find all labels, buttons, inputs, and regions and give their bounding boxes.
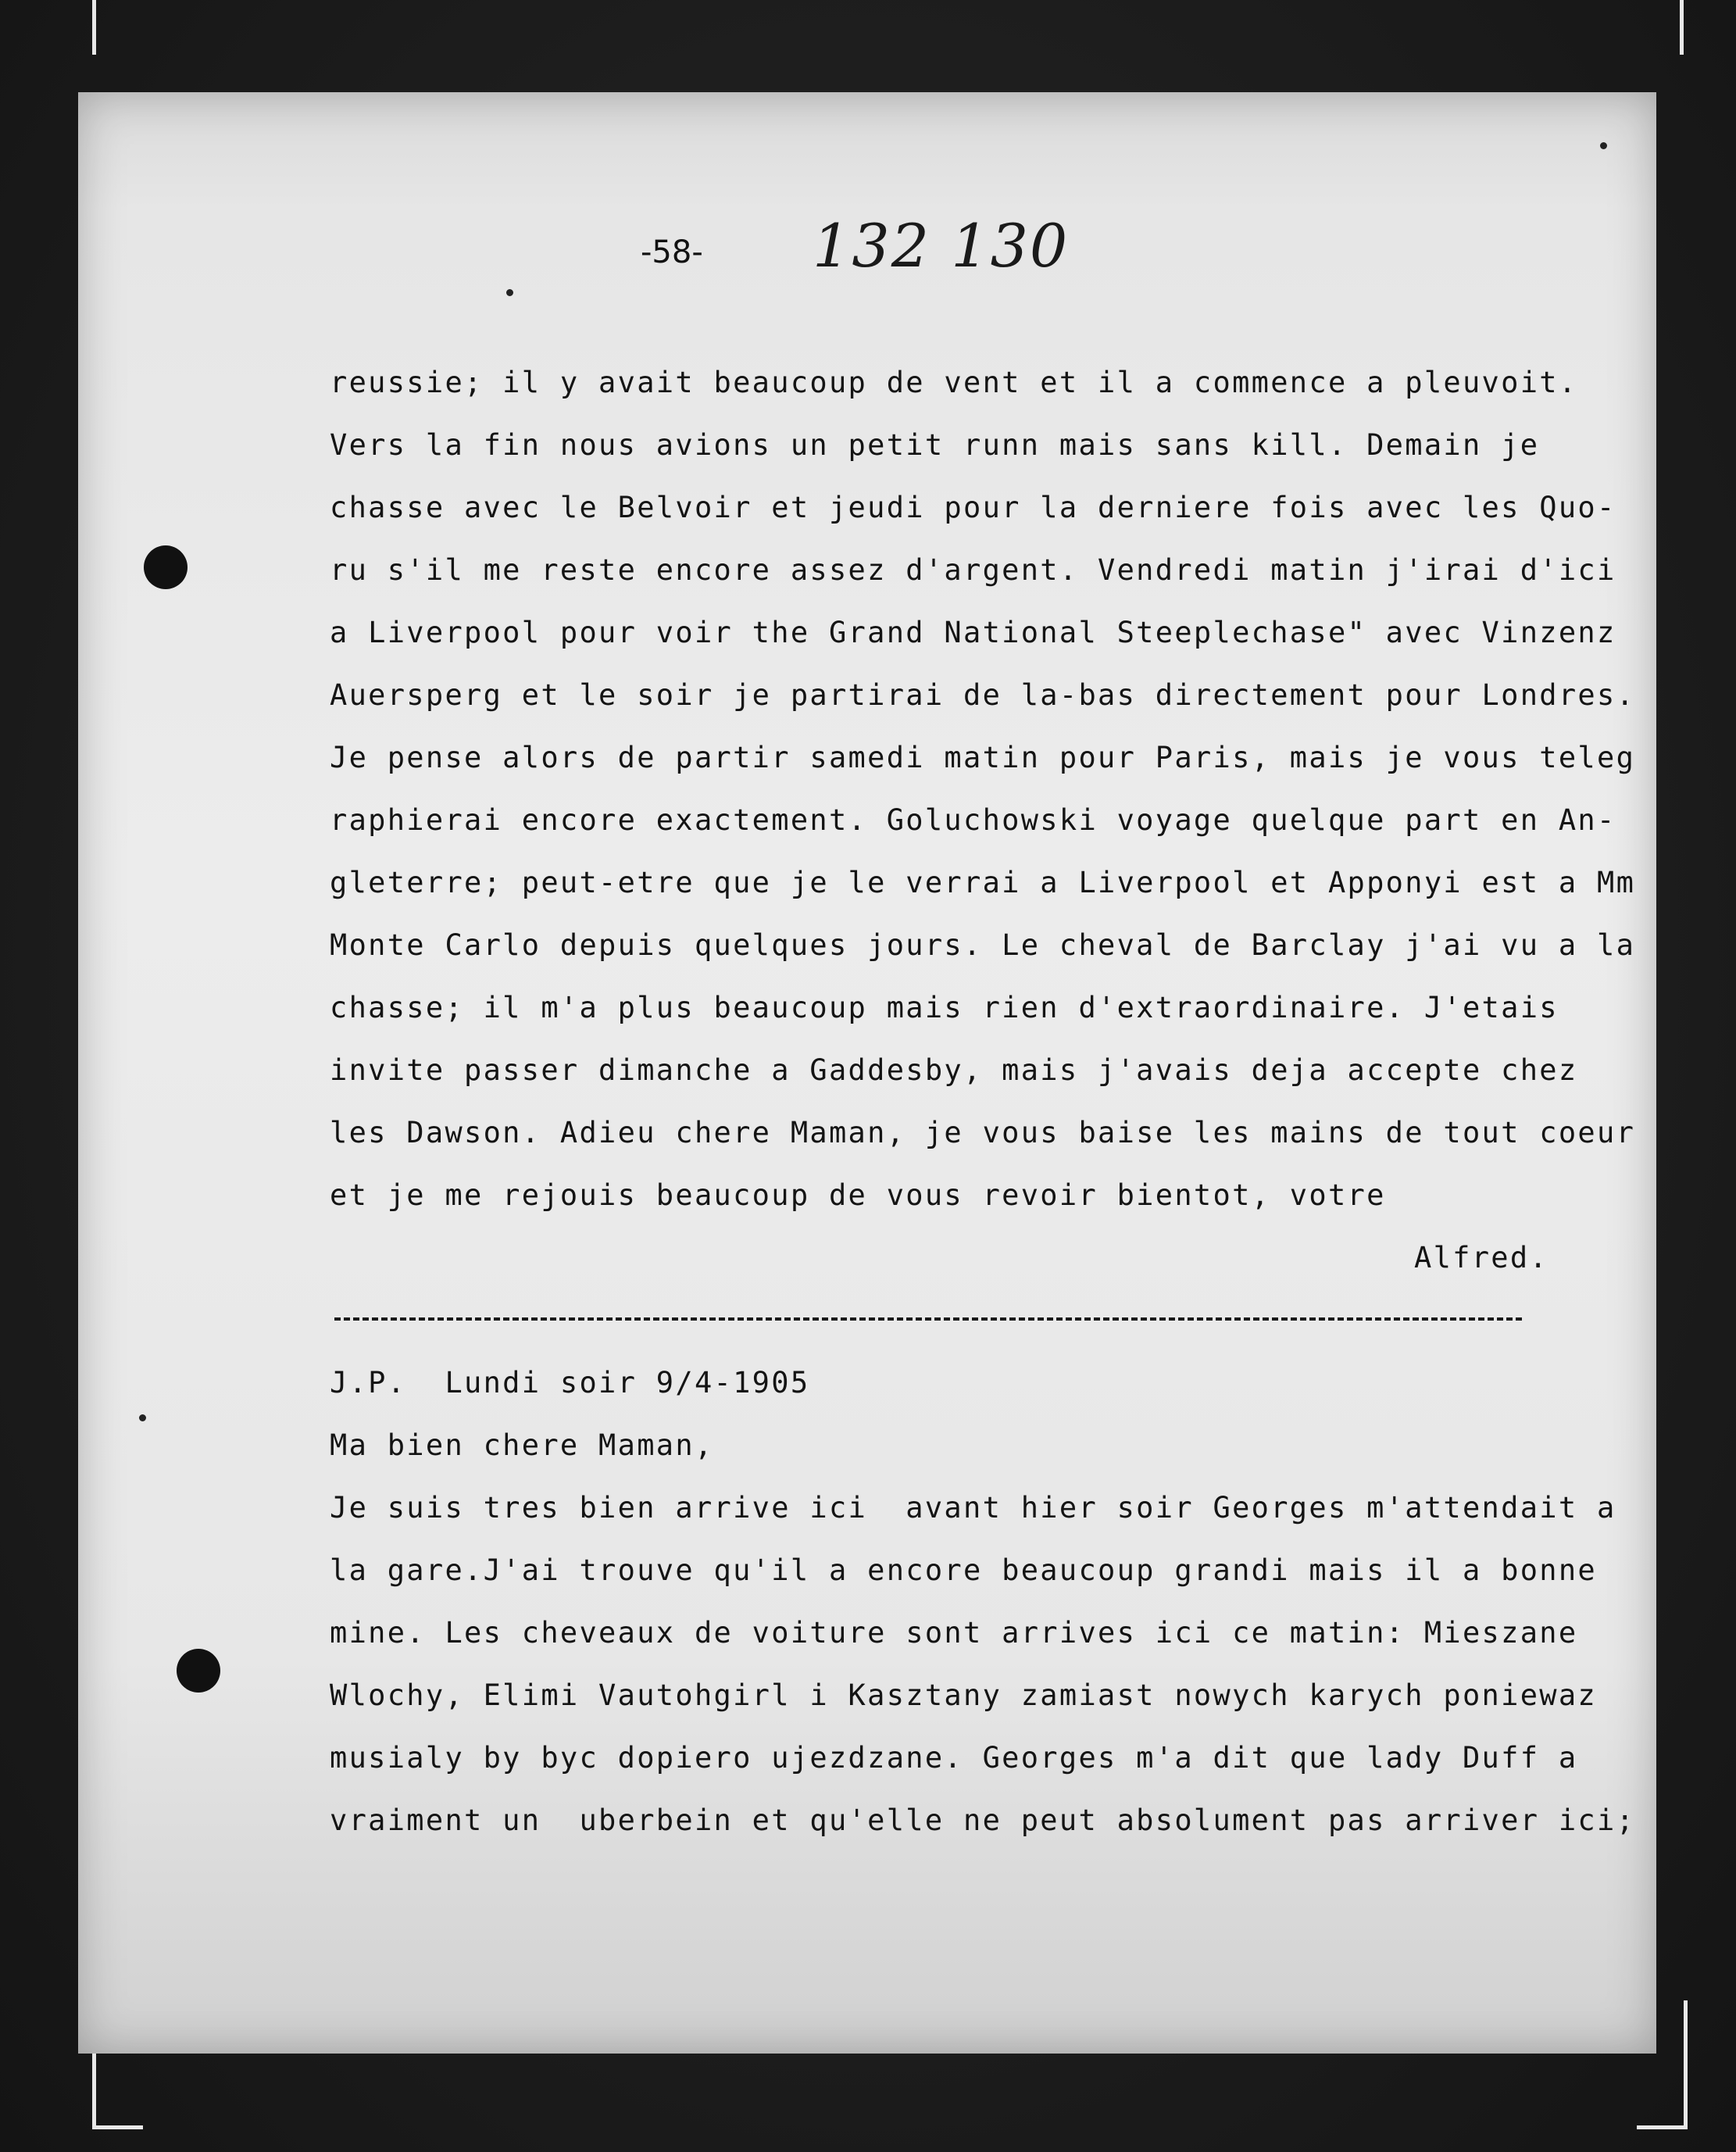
page-number: -58- [641, 234, 703, 270]
handwritten-folio-numbers: 132 130 [813, 211, 1070, 281]
letter1-line: invite passer dimanche a Gaddesby, mais j'avais deja accepte chez [330, 1053, 1578, 1087]
letter2-salutation: Ma bien chere Maman, [330, 1428, 714, 1462]
letter1-line: reussie; il y avait beaucoup de vent et il a commence a pleuvoit. [330, 366, 1578, 399]
punch-hole-upper [144, 545, 188, 589]
section-divider [334, 1317, 1522, 1321]
crop-mark-top-right [1680, 0, 1684, 55]
letter1-line: gleterre; peut-etre que je le verrai a Liverpool et Apponyi est a Mm [330, 866, 1636, 899]
ink-speck [1600, 142, 1607, 149]
letter1-line: raphierai encore exactement. Goluchowski voyage quelque part en An- [330, 803, 1616, 837]
crop-mark-top-left [92, 0, 96, 55]
letter1-line: ru s'il me reste encore assez d'argent. Vendredi matin j'irai d'ici [330, 553, 1616, 587]
letter1-line: Vers la fin nous avions un petit runn mais sans kill. Demain je [330, 428, 1540, 462]
letter1-line: Je pense alors de partir samedi matin pour Paris, mais je vous teleg [330, 741, 1636, 774]
letter1-line: chasse avec le Belvoir et jeudi pour la derniere fois avec les Quo- [330, 491, 1616, 524]
letter1-line: Auersperg et le soir je partirai de la-bas directement pour Londres. [330, 678, 1636, 712]
letter1-line: les Dawson. Adieu chere Maman, je vous baise les mains de tout coeur [330, 1116, 1636, 1149]
letter2-line: Je suis tres bien arrive ici avant hier soir Georges m'attendait a [330, 1491, 1616, 1525]
letter2-line: mine. Les cheveaux de voiture sont arrives ici ce matin: Mieszane [330, 1616, 1578, 1650]
letter2-line: musialy by byc dopiero ujezdzane. Georges m'a dit que lady Duff a [330, 1741, 1578, 1775]
letter1-line: a Liverpool pour voir the Grand National Steeplechase" avec Vinzenz [330, 616, 1616, 649]
punch-hole-lower [177, 1649, 220, 1693]
letter1-line: chasse; il m'a plus beaucoup mais rien d'extraordinaire. J'etais [330, 991, 1559, 1024]
letter1-line: et je me rejouis beaucoup de vous revoir bientot, votre [330, 1178, 1386, 1212]
letter2-line: la gare.J'ai trouve qu'il a encore beaucoup grandi mais il a bonne [330, 1553, 1598, 1587]
signature: Alfred. [1414, 1241, 1549, 1274]
letter1-line: Monte Carlo depuis quelques jours. Le cheval de Barclay j'ai vu a la [330, 928, 1636, 962]
letter2-heading: J.P. Lundi soir 9/4-1905 [330, 1366, 810, 1400]
letter2-line: Wlochy, Elimi Vautohgirl i Kasztany zamiast nowych karych poniewaz [330, 1678, 1598, 1712]
ink-speck [506, 289, 513, 296]
ink-speck [139, 1414, 146, 1421]
letter2-line: vraiment un uberbein et qu'elle ne peut absolument pas arriver ici; [330, 1803, 1636, 1837]
